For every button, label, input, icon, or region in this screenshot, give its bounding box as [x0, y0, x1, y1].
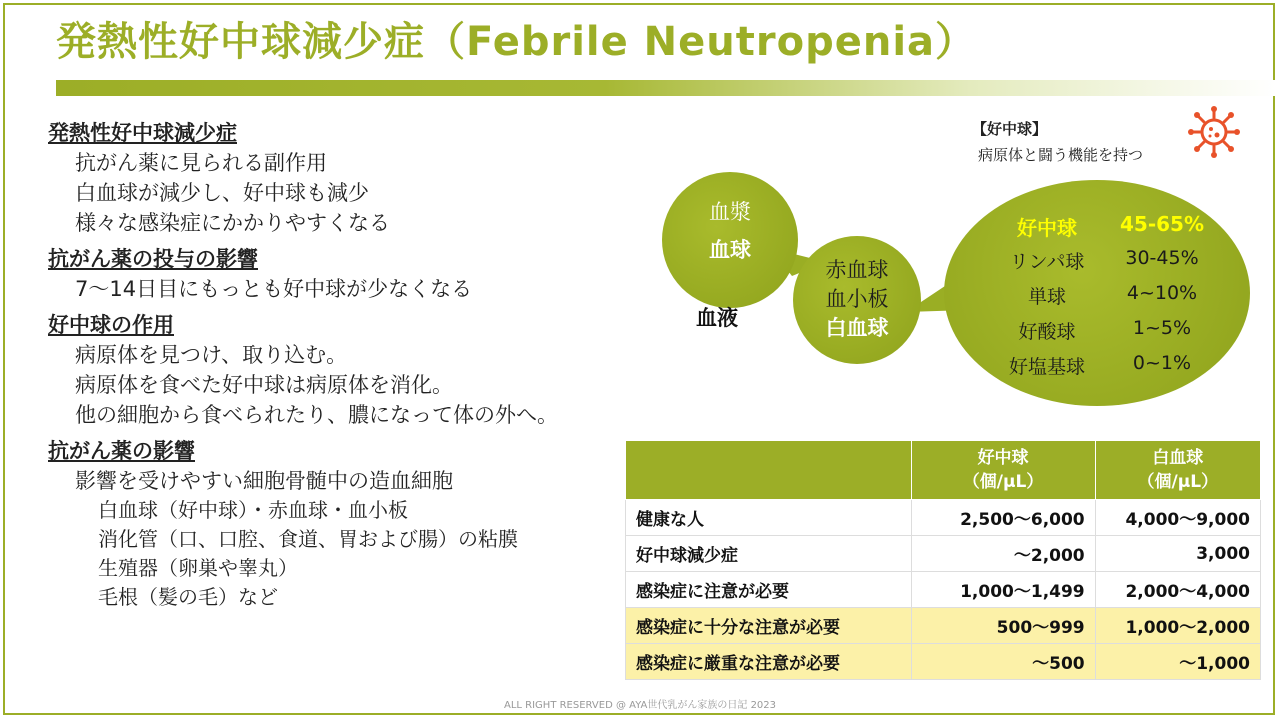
table-row: [626, 536, 1261, 572]
bullet-line: 様々な感染症にかかりやすくなる: [75, 211, 390, 235]
neutrophil-value: 2,500～6,000: [911, 500, 1095, 536]
wbc-type-range: 30-45%: [1125, 247, 1199, 269]
cells-circle: [793, 236, 921, 364]
neutrophil-note-title: 【好中球】: [972, 120, 1048, 138]
section-heading: 抗がん薬の影響: [48, 439, 195, 463]
row-label: 感染症に注意が必要: [626, 572, 912, 608]
row-label: 好中球減少症: [626, 536, 912, 572]
wbc-value: 3,000: [1095, 536, 1260, 572]
neutrophil-value: 1,000～1,499: [911, 572, 1095, 608]
blood-circle: [662, 172, 798, 308]
table-row: [626, 608, 1261, 644]
bullet-line: 消化管（口、口腔、食道、胃および腸）の粘膜: [98, 527, 518, 551]
wbc-type-name: 好塩基球: [1008, 356, 1085, 378]
table-row: [626, 644, 1261, 680]
wbc-value: 1,000～2,000: [1095, 608, 1260, 644]
wbc-type-name: 好酸球: [1018, 321, 1076, 343]
platelet-label: 血小板: [825, 287, 889, 311]
wbc-type-range: 45-65%: [1119, 212, 1204, 236]
bullet-line: 白血球が減少し、好中球も減少: [75, 181, 369, 205]
virus-icon: [1186, 104, 1242, 160]
slide-title: 発熱性好中球減少症（Febrile Neutropenia）: [56, 19, 977, 65]
header-wbc: 白血球 （個/μL）: [1095, 441, 1260, 500]
neutrophil-value: ～2,000: [911, 536, 1095, 572]
blood-count-table: [625, 440, 1261, 680]
section-heading: 発熱性好中球減少症: [48, 121, 237, 145]
wbc-type-range: 1~5%: [1132, 317, 1192, 339]
wbc-types-circle: [944, 180, 1250, 406]
neutrophil-value: 500～999: [911, 608, 1095, 644]
bullet-line: 病原体を見つけ、取り込む。: [75, 343, 348, 367]
neutrophil-value: ～500: [911, 644, 1095, 680]
wbc-type-name: リンパ球: [1009, 251, 1085, 273]
table-header-row: [626, 441, 1261, 500]
bullet-line: 7～14日目にもっとも好中球が少なくなる: [75, 277, 473, 301]
footer-copyright: ALL RIGHT RESERVED @ AYA世代乳がん家族の日記 2023: [503, 700, 777, 711]
wbc-value: 2,000～4,000: [1095, 572, 1260, 608]
blood-cells-label: 血球: [709, 238, 751, 262]
wbc-type-name: 単球: [1027, 286, 1066, 308]
blood-label: 血液: [696, 306, 738, 330]
bullet-line: 病原体を食べた好中球は病原体を消化。: [75, 373, 453, 397]
wbc-type-range: 0~1%: [1132, 352, 1192, 374]
header-neutrophil: 好中球 （個/μL）: [911, 441, 1095, 500]
section-heading: 抗がん薬の投与の影響: [48, 247, 258, 271]
wbc-value: 4,000～9,000: [1095, 500, 1260, 536]
bullet-line: 影響を受けやすい細胞骨髄中の造血細胞: [75, 469, 453, 493]
bullet-line: 他の細胞から食べられたり、膿になって体の外へ。: [75, 403, 558, 427]
rbc-label: 赤血球: [825, 258, 889, 282]
table-row: [626, 500, 1261, 536]
row-label: 健康な人: [626, 500, 912, 536]
bullet-line: 抗がん薬に見られる副作用: [75, 151, 327, 175]
wbc-type-name: 好中球: [1017, 216, 1077, 240]
wbc-value: ～1,000: [1095, 644, 1260, 680]
table-row: [626, 572, 1261, 608]
wbc-type-range: 4~10%: [1126, 282, 1198, 304]
neutrophil-note-text: 病原体と闘う機能を持つ: [978, 146, 1144, 164]
row-label: 感染症に十分な注意が必要: [626, 608, 912, 644]
row-label: 感染症に厳重な注意が必要: [626, 644, 912, 680]
wbc-label: 白血球: [825, 316, 889, 340]
bullet-line: 生殖器（卵巣や睾丸）: [98, 556, 298, 580]
table-header-empty: [626, 441, 912, 500]
plasma-label: 血漿: [709, 200, 751, 224]
section-heading: 好中球の作用: [48, 313, 174, 337]
bullet-line: 白血球（好中球）・赤血球・血小板: [98, 498, 408, 522]
bullet-line: 毛根（髪の毛）など: [98, 585, 278, 609]
